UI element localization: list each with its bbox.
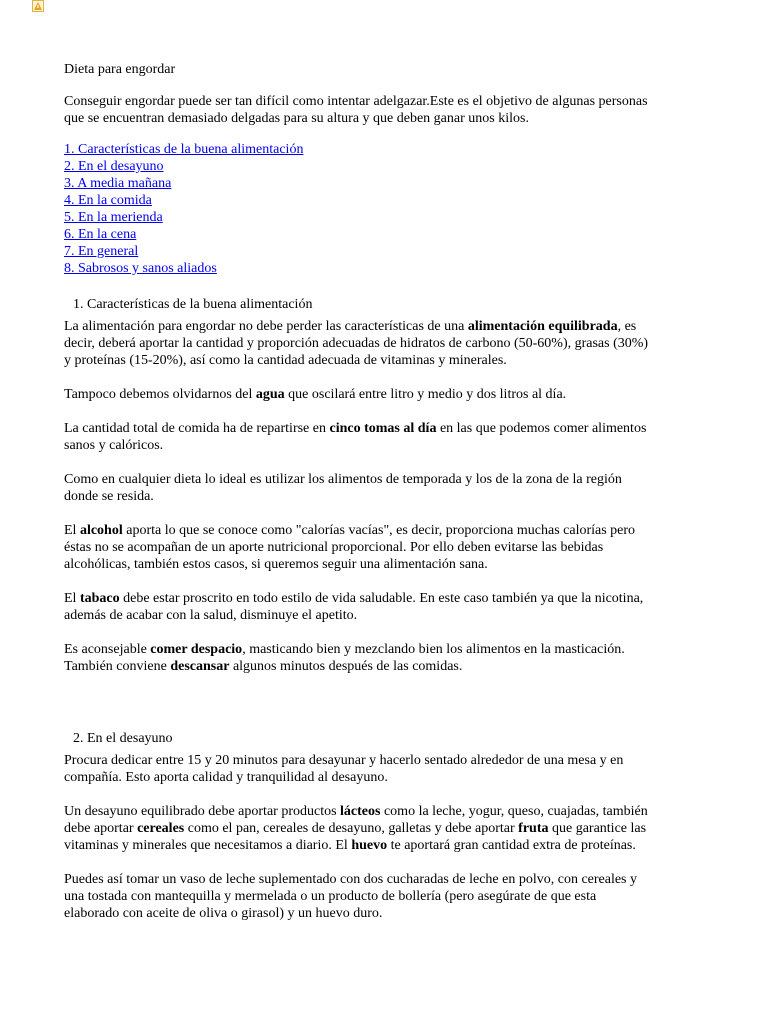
bold-term: cereales [137, 821, 185, 836]
toc-link-caracteristicas[interactable]: 1. Características de la buena alimentación [64, 142, 304, 157]
toc-item [64, 209, 654, 226]
toc-link-cena[interactable]: 6. En la cena [64, 227, 137, 242]
paragraph: El alcohol aporta lo que se conoce como "calorías vacías", es decir, proporciona muchas calorías pero éstas no se acompañan de un aporte nutricional proporcional. Por ello deben evitarse las bebidas alcohólicas, también estos casos, si queremos seguir una alimentación sana. [64, 523, 636, 572]
bold-term: agua [255, 387, 285, 402]
toc-link-comida[interactable]: 4. En la comida [64, 193, 152, 208]
paragraph: Procura dedicar entre 15 y 20 minutos para desayunar y hacerlo sentado alrededor de una mesa y en compañía. Esto aporta calidad y tranquilidad al desayuno. [64, 753, 624, 785]
paragraph: Tampoco debemos olvidarnos del agua que oscilará entre litro y medio y dos litros al día. [64, 387, 567, 402]
bold-term: cinco tomas al día [329, 421, 437, 436]
document-title: Dieta para engordar [64, 62, 176, 77]
bold-term: lácteos [340, 804, 381, 819]
paragraph: El tabaco debe estar proscrito en todo estilo de vida saludable. En este caso también ya que la nicotina, además de acabar con la salud, disminuye el apetito. [64, 591, 644, 623]
document-warning-icon [32, 0, 44, 12]
intro-paragraph: Conseguir engordar puede ser tan difícil como intentar adelgazar.Este es el objetivo de algunas personas que se encuentran demasiado delgadas para su altura y que deben ganar unos kilos. [64, 94, 648, 126]
document-body [64, 61, 654, 939]
toc-item [64, 141, 654, 158]
spacer [64, 692, 654, 730]
bold-term: comer despacio [150, 642, 243, 657]
bold-term: fruta [518, 821, 549, 836]
bold-term: alcohol [79, 523, 123, 538]
bold-term: alimentación equilibrada [467, 319, 618, 334]
paragraph: Como en cualquier dieta lo ideal es utilizar los alimentos de temporada y los de la zona de la región donde se resida. [64, 472, 622, 504]
bold-term: descansar [170, 659, 230, 674]
toc-link-aliados[interactable]: 8. Sabrosos y sanos aliados [64, 261, 217, 276]
section-heading-caracteristicas: 1. Características de la buena alimentación [73, 297, 313, 312]
toc-link-desayuno[interactable]: 2. En el desayuno [64, 159, 164, 174]
paragraph: La alimentación para engordar no debe perder las características de una alimentación equilibrada, es decir, deberá aportar la cantidad y proporción adecuadas de hidratos de carbono (50-60%), grasas (30%) y proteínas (15-20%), así como la cantidad adecuada de vitaminas y minerales. [64, 319, 649, 368]
paragraph: Un desayuno equilibrado debe aportar productos lácteos como la leche, yogur, queso, cuajadas, también debe aportar cereales como el pan, cereales de desayuno, galletas y debe aportar fruta que garantice las vitaminas y minerales que necesitamos a diario. El huevo te aportará gran cantidad extra de proteínas. [64, 804, 648, 853]
toc-item [64, 260, 654, 277]
toc-item [64, 175, 654, 192]
toc-link-media-manana[interactable]: 3. A media mañana [64, 176, 172, 191]
paragraph: Puedes así tomar un vaso de leche suplementado con dos cucharadas de leche en polvo, con cereales y una tostada con mantequilla y mermelada o un producto de bollería (pero asegúrate de que esta elaborado con aceite de oliva o girasol) y un huevo duro. [64, 872, 638, 921]
toc-item [64, 226, 654, 243]
toc-item [64, 158, 654, 175]
bold-term: tabaco [79, 591, 120, 606]
toc-link-merienda[interactable]: 5. En la merienda [64, 210, 163, 225]
bold-term: huevo [351, 838, 388, 853]
paragraph: Es aconsejable comer despacio, masticando bien y mezclando bien los alimentos en la masticación. También conviene descansar algunos minutos después de las comidas. [64, 642, 625, 674]
toc-link-general[interactable]: 7. En general [64, 244, 139, 259]
toc-item [64, 243, 654, 260]
section-heading-desayuno: 2. En el desayuno [73, 731, 173, 746]
table-of-contents [64, 141, 654, 277]
paragraph: La cantidad total de comida ha de repartirse en cinco tomas al día en las que podemos comer alimentos sanos y calóricos. [64, 421, 647, 453]
toc-item [64, 192, 654, 209]
